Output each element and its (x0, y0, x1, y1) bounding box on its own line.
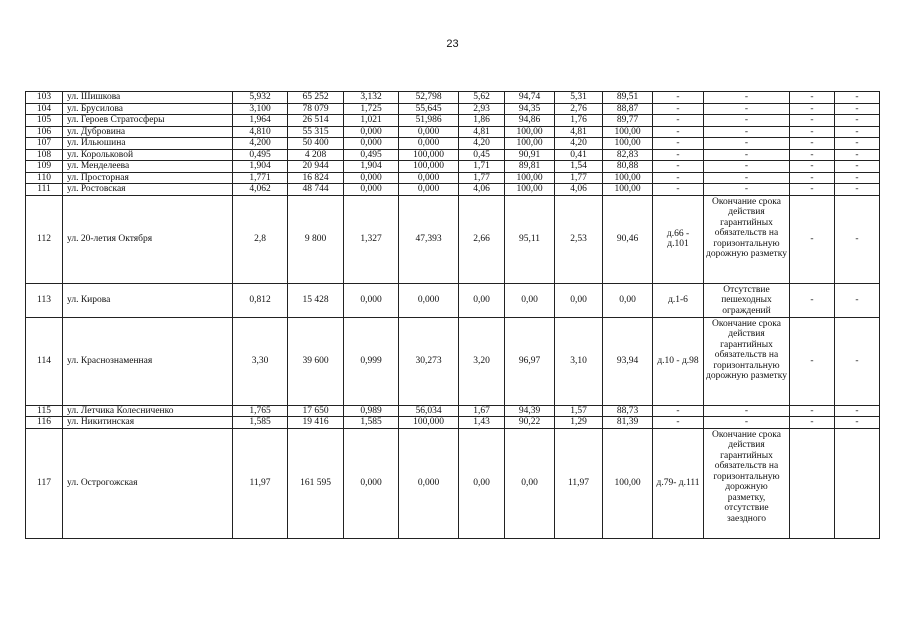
cell-c7: 5,31 (555, 92, 603, 104)
cell-street-name: ул. Краснознаменная (63, 317, 233, 405)
cell-c11: - (790, 417, 835, 429)
cell-c12: - (835, 417, 880, 429)
cell-c12: - (835, 195, 880, 283)
cell-c8: 93,94 (603, 317, 653, 405)
cell-notes: - (704, 126, 790, 138)
cell-area: 26 514 (288, 115, 344, 127)
cell-c6: 96,97 (505, 317, 555, 405)
cell-c11: - (790, 149, 835, 161)
cell-c11: - (790, 126, 835, 138)
cell-c11: - (790, 92, 835, 104)
cell-c4: 0,000 (399, 138, 459, 150)
page-number: 23 (446, 38, 459, 50)
cell-notes: - (704, 172, 790, 184)
cell-notes: - (704, 405, 790, 417)
cell-length-km: 1,771 (233, 172, 288, 184)
cell-c4: 52,798 (399, 92, 459, 104)
cell-row-number: 107 (26, 138, 63, 150)
cell-area: 161 595 (288, 428, 344, 538)
cell-c11: - (790, 138, 835, 150)
table-row (26, 161, 880, 173)
cell-c12: - (835, 138, 880, 150)
cell-c4: 56,034 (399, 405, 459, 417)
cell-c8: 90,46 (603, 195, 653, 283)
cell-street-name: ул. Брусилова (63, 103, 233, 115)
cell-c12: - (835, 115, 880, 127)
cell-c11 (790, 428, 835, 538)
cell-house-range: - (653, 405, 704, 417)
cell-c6: 89,81 (505, 161, 555, 173)
table-row (26, 417, 880, 429)
cell-c6: 90,22 (505, 417, 555, 429)
cell-c7: 4,81 (555, 126, 603, 138)
cell-c3: 0,000 (344, 138, 399, 150)
cell-c3: 0,000 (344, 184, 399, 196)
table-row (26, 172, 880, 184)
cell-c12: - (835, 161, 880, 173)
cell-street-name: ул. Героев Стратосферы (63, 115, 233, 127)
cell-notes: - (704, 184, 790, 196)
cell-c7: 1,76 (555, 115, 603, 127)
cell-notes: - (704, 149, 790, 161)
cell-c8: 81,39 (603, 417, 653, 429)
cell-c8: 88,87 (603, 103, 653, 115)
cell-notes: Отсутствие пешеходных ограждений (704, 283, 790, 317)
cell-c8: 82,83 (603, 149, 653, 161)
cell-c11: - (790, 161, 835, 173)
cell-c4: 47,393 (399, 195, 459, 283)
cell-c3: 1,725 (344, 103, 399, 115)
cell-c3: 1,327 (344, 195, 399, 283)
cell-street-name: ул. Никитинская (63, 417, 233, 429)
cell-street-name: ул. Ростовская (63, 184, 233, 196)
cell-c4: 0,000 (399, 184, 459, 196)
cell-length-km: 4,810 (233, 126, 288, 138)
cell-c3: 1,021 (344, 115, 399, 127)
cell-c4: 100,000 (399, 149, 459, 161)
cell-c7: 2,76 (555, 103, 603, 115)
cell-c12: - (835, 103, 880, 115)
cell-area: 78 079 (288, 103, 344, 115)
cell-c11: - (790, 172, 835, 184)
cell-notes: - (704, 92, 790, 104)
cell-c3: 1,585 (344, 417, 399, 429)
cell-c4: 51,986 (399, 115, 459, 127)
cell-notes: - (704, 161, 790, 173)
cell-house-range: - (653, 103, 704, 115)
cell-c12: - (835, 283, 880, 317)
cell-c5: 1,67 (459, 405, 505, 417)
cell-street-name: ул. Просторная (63, 172, 233, 184)
cell-area: 65 252 (288, 92, 344, 104)
table-row (26, 184, 880, 196)
cell-c5: 0,45 (459, 149, 505, 161)
cell-c11: - (790, 283, 835, 317)
cell-area: 48 744 (288, 184, 344, 196)
table-row (26, 428, 880, 538)
cell-row-number: 113 (26, 283, 63, 317)
cell-length-km: 1,765 (233, 405, 288, 417)
table-row (26, 115, 880, 127)
cell-c6: 90,91 (505, 149, 555, 161)
cell-c3: 1,904 (344, 161, 399, 173)
cell-c3: 0,999 (344, 317, 399, 405)
cell-c4: 30,273 (399, 317, 459, 405)
cell-notes: Окончание срока действия гарантийных обязательств на горизонтальную дорожную разметку, отсутствие заездного (704, 428, 790, 538)
cell-area: 50 400 (288, 138, 344, 150)
cell-c12: - (835, 405, 880, 417)
cell-c5: 1,43 (459, 417, 505, 429)
cell-c3: 0,000 (344, 172, 399, 184)
cell-house-range: - (653, 126, 704, 138)
cell-c3: 0,000 (344, 428, 399, 538)
cell-row-number: 104 (26, 103, 63, 115)
cell-area: 16 824 (288, 172, 344, 184)
cell-c4: 0,000 (399, 283, 459, 317)
cell-c6: 100,00 (505, 138, 555, 150)
cell-c3: 0,000 (344, 126, 399, 138)
cell-c7: 1,29 (555, 417, 603, 429)
cell-c8: 100,00 (603, 126, 653, 138)
cell-row-number: 116 (26, 417, 63, 429)
cell-c12 (835, 428, 880, 538)
cell-c7: 0,00 (555, 283, 603, 317)
cell-area: 55 315 (288, 126, 344, 138)
cell-house-range: д.79- д.111 (653, 428, 704, 538)
cell-notes: Окончание срока действия гарантийных обязательств на горизонтальную дорожную разметку (704, 195, 790, 283)
cell-c5: 4,06 (459, 184, 505, 196)
cell-row-number: 106 (26, 126, 63, 138)
table-row (26, 317, 880, 405)
cell-notes: - (704, 417, 790, 429)
cell-c6: 100,00 (505, 126, 555, 138)
cell-c8: 80,88 (603, 161, 653, 173)
cell-c11: - (790, 103, 835, 115)
cell-row-number: 103 (26, 92, 63, 104)
cell-c8: 0,00 (603, 283, 653, 317)
cell-row-number: 109 (26, 161, 63, 173)
cell-length-km: 0,812 (233, 283, 288, 317)
cell-house-range: - (653, 92, 704, 104)
cell-notes: Окончание срока действия гарантийных обязательств на горизонтальную дорожную разметку (704, 317, 790, 405)
cell-area: 19 416 (288, 417, 344, 429)
cell-c5: 5,62 (459, 92, 505, 104)
cell-street-name: ул. Шишкова (63, 92, 233, 104)
cell-c12: - (835, 317, 880, 405)
cell-c3: 3,132 (344, 92, 399, 104)
cell-c4: 0,000 (399, 428, 459, 538)
road-condition-table (25, 91, 880, 539)
cell-c7: 2,53 (555, 195, 603, 283)
cell-c6: 95,11 (505, 195, 555, 283)
cell-house-range: - (653, 417, 704, 429)
cell-length-km: 3,30 (233, 317, 288, 405)
cell-c12: - (835, 172, 880, 184)
cell-area: 17 650 (288, 405, 344, 417)
table-row (26, 126, 880, 138)
table-row (26, 149, 880, 161)
cell-length-km: 2,8 (233, 195, 288, 283)
cell-length-km: 1,585 (233, 417, 288, 429)
cell-c7: 0,41 (555, 149, 603, 161)
table-row (26, 405, 880, 417)
cell-house-range: - (653, 172, 704, 184)
cell-length-km: 11,97 (233, 428, 288, 538)
cell-c6: 94,74 (505, 92, 555, 104)
cell-house-range: - (653, 184, 704, 196)
cell-row-number: 111 (26, 184, 63, 196)
cell-c8: 100,00 (603, 138, 653, 150)
cell-length-km: 0,495 (233, 149, 288, 161)
cell-street-name: ул. Корольковой (63, 149, 233, 161)
cell-area: 9 800 (288, 195, 344, 283)
cell-house-range: д.66 - д.101 (653, 195, 704, 283)
cell-street-name: ул. Ильюшина (63, 138, 233, 150)
cell-house-range: - (653, 161, 704, 173)
table-body (26, 92, 880, 539)
cell-row-number: 112 (26, 195, 63, 283)
cell-house-range: д.10 - д.98 (653, 317, 704, 405)
cell-notes: - (704, 115, 790, 127)
cell-row-number: 115 (26, 405, 63, 417)
cell-c4: 0,000 (399, 126, 459, 138)
cell-area: 39 600 (288, 317, 344, 405)
cell-c8: 89,51 (603, 92, 653, 104)
cell-house-range: - (653, 138, 704, 150)
cell-street-name: ул. Дубровина (63, 126, 233, 138)
cell-c8: 100,00 (603, 172, 653, 184)
cell-c11: - (790, 405, 835, 417)
cell-length-km: 4,062 (233, 184, 288, 196)
cell-c6: 100,00 (505, 184, 555, 196)
cell-c5: 4,20 (459, 138, 505, 150)
cell-c4: 55,645 (399, 103, 459, 115)
cell-c6: 94,39 (505, 405, 555, 417)
cell-c3: 0,495 (344, 149, 399, 161)
cell-c5: 1,77 (459, 172, 505, 184)
cell-c3: 0,000 (344, 283, 399, 317)
cell-c6: 94,35 (505, 103, 555, 115)
cell-c5: 0,00 (459, 283, 505, 317)
cell-c5: 4,81 (459, 126, 505, 138)
cell-c5: 0,00 (459, 428, 505, 538)
cell-c7: 1,77 (555, 172, 603, 184)
cell-c6: 94,86 (505, 115, 555, 127)
cell-area: 20 944 (288, 161, 344, 173)
cell-row-number: 114 (26, 317, 63, 405)
cell-c6: 100,00 (505, 172, 555, 184)
cell-c11: - (790, 195, 835, 283)
cell-c7: 1,57 (555, 405, 603, 417)
cell-street-name: ул. Летчика Колесниченко (63, 405, 233, 417)
cell-street-name: ул. Острогожская (63, 428, 233, 538)
cell-length-km: 5,932 (233, 92, 288, 104)
cell-c3: 0,989 (344, 405, 399, 417)
cell-c7: 3,10 (555, 317, 603, 405)
table-row (26, 138, 880, 150)
cell-c8: 89,77 (603, 115, 653, 127)
table-row (26, 103, 880, 115)
cell-c5: 3,20 (459, 317, 505, 405)
cell-c4: 100,000 (399, 161, 459, 173)
cell-row-number: 110 (26, 172, 63, 184)
cell-c8: 88,73 (603, 405, 653, 417)
cell-c4: 0,000 (399, 172, 459, 184)
table-row (26, 92, 880, 104)
cell-c7: 4,06 (555, 184, 603, 196)
cell-c8: 100,00 (603, 428, 653, 538)
cell-c5: 2,93 (459, 103, 505, 115)
cell-c7: 11,97 (555, 428, 603, 538)
table-row (26, 195, 880, 283)
cell-notes: - (704, 138, 790, 150)
cell-c6: 0,00 (505, 428, 555, 538)
cell-c6: 0,00 (505, 283, 555, 317)
cell-c11: - (790, 115, 835, 127)
cell-length-km: 1,964 (233, 115, 288, 127)
cell-area: 15 428 (288, 283, 344, 317)
cell-length-km: 4,200 (233, 138, 288, 150)
cell-c4: 100,000 (399, 417, 459, 429)
cell-house-range: - (653, 149, 704, 161)
cell-c12: - (835, 92, 880, 104)
cell-c5: 2,66 (459, 195, 505, 283)
cell-row-number: 108 (26, 149, 63, 161)
cell-c7: 1,54 (555, 161, 603, 173)
cell-c12: - (835, 126, 880, 138)
cell-c11: - (790, 184, 835, 196)
cell-c8: 100,00 (603, 184, 653, 196)
cell-street-name: ул. 20-летия Октября (63, 195, 233, 283)
cell-street-name: ул. Менделеева (63, 161, 233, 173)
cell-c5: 1,71 (459, 161, 505, 173)
cell-row-number: 117 (26, 428, 63, 538)
cell-house-range: д.1-6 (653, 283, 704, 317)
cell-length-km: 1,904 (233, 161, 288, 173)
cell-c12: - (835, 184, 880, 196)
cell-area: 4 208 (288, 149, 344, 161)
cell-length-km: 3,100 (233, 103, 288, 115)
cell-row-number: 105 (26, 115, 63, 127)
cell-c11: - (790, 317, 835, 405)
cell-c7: 4,20 (555, 138, 603, 150)
cell-c12: - (835, 149, 880, 161)
cell-c5: 1,86 (459, 115, 505, 127)
cell-house-range: - (653, 115, 704, 127)
cell-notes: - (704, 103, 790, 115)
table-row (26, 283, 880, 317)
cell-street-name: ул. Кирова (63, 283, 233, 317)
